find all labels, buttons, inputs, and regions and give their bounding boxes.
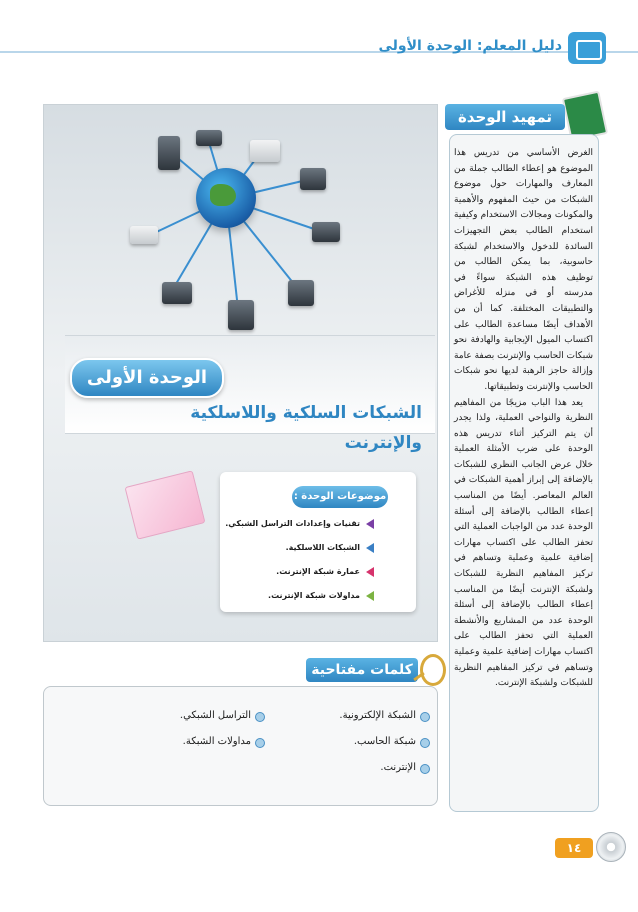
monitor-icon bbox=[300, 168, 326, 190]
key-icon bbox=[420, 654, 446, 686]
cd-icon bbox=[596, 832, 626, 862]
desktop-icon bbox=[288, 280, 314, 306]
fax-icon bbox=[130, 226, 158, 244]
intro-paragraph-2: يعد هذا الباب مزيجًا من المفاهيم النظرية والنواحي العملية، ولذا يجدر أن يتم التركيز أثناء تدريس هذه الوحدة على ضرب الأمثلة العملية خلال عرض الجانب النظري للشبكات بالإضافة إلى إبراز أهمية الشبكات في العالم المعاصر. أيضًا من المناسب إعطاء الطالب بالإضافة إلى أسئلة الوحدة عدد من الواجبات العملية التي تحفز الطالب على اكتساب مهارات إضافية علمية وعملية وتساهم في تركيز المفاهيم النظرية للشبكات ولشبكة الإنترنت أيضًا من المناسب إعطاء الطالب بالإضافة إلى أسئلة الوحدة عدد من المشاريع والأنشطة العملية التي تحفز الطالب على اكتساب مهارات إضافية علمية وعملية وتساهم في تركيز المفاهيم النظرية للشبكات ولشبكة الإنترنت. bbox=[454, 397, 593, 689]
bullet-icon bbox=[255, 712, 265, 722]
globe-icon bbox=[196, 168, 256, 228]
topic-marker-icon bbox=[366, 567, 374, 577]
server-icon bbox=[158, 136, 180, 170]
bullet-icon bbox=[420, 738, 430, 748]
keyword-item: شبكة الحاسب. bbox=[353, 736, 416, 747]
intro-heading: تمهيد الوحدة bbox=[445, 104, 565, 130]
bullet-icon bbox=[420, 712, 430, 722]
bullet-icon bbox=[255, 738, 265, 748]
page-number: ١٤ bbox=[555, 838, 593, 858]
scanner-icon bbox=[196, 130, 222, 146]
unit-label: الوحدة الأولى bbox=[70, 358, 224, 398]
header-title: دليل المعلم: الوحدة الأولى bbox=[378, 38, 562, 54]
laptop-icon bbox=[312, 222, 340, 242]
topics-heading: موضوعات الوحدة : bbox=[292, 486, 388, 508]
bullet-icon bbox=[420, 764, 430, 774]
topic-item: عمارة شبكة الإنترنت. bbox=[276, 567, 360, 576]
keyword-item: الشبكة الإلكترونية. bbox=[339, 710, 416, 721]
topic-item: تقنيات وإعدادات التراسل الشبكي. bbox=[225, 519, 360, 528]
laptop-icon bbox=[162, 282, 192, 304]
book-logo-icon bbox=[568, 32, 606, 64]
keyword-item: التراسل الشبكي. bbox=[179, 710, 251, 721]
topic-marker-icon bbox=[366, 519, 374, 529]
intro-text bbox=[454, 146, 593, 692]
intro-paragraph-1: الغرض الأساسي من تدريس هذا الموضوع هو إعطاء الطالب جملة من المعارف والمهارات حول موضوع الشبكات من حيث المفهوم والأهمية والمكونات ومجالات الاستخدام وكيفية استخدام الطالب بعض التجهيزات السائدة للدخول والاستخدام لشبكة حاسوبية، بما يمكن الطالب من توظيف هذه الشبكة سواءً في مدرسته أو في منزله للأغراض والتطبيقات المختلفة. كما أن من الأهداف أيضًا مساعدة الطالب على اكتساب الميول الإيجابية والهادفة نحو شبكات الحاسب والإنترنت بصفة عامة وإزالة حاجز الرهبة لديها نحو شبكات الحاسب والإنترنت وتطبيقاتها. bbox=[453, 148, 593, 392]
computer-icon bbox=[228, 300, 254, 330]
topic-item: الشبكات اللاسلكية. bbox=[285, 543, 360, 552]
topic-marker-icon bbox=[366, 591, 374, 601]
unit-title: الشبكات السلكية واللاسلكية والإنترنت bbox=[190, 403, 422, 453]
keyword-item: مداولات الشبكة. bbox=[182, 736, 251, 747]
keyword-item: الإنترنت. bbox=[380, 762, 416, 773]
keywords-heading: كلمات مفتاحية bbox=[306, 658, 418, 682]
topic-marker-icon bbox=[366, 543, 374, 553]
printer-icon bbox=[250, 140, 280, 162]
topic-item: مداولات شبكة الإنترنت. bbox=[268, 591, 360, 600]
